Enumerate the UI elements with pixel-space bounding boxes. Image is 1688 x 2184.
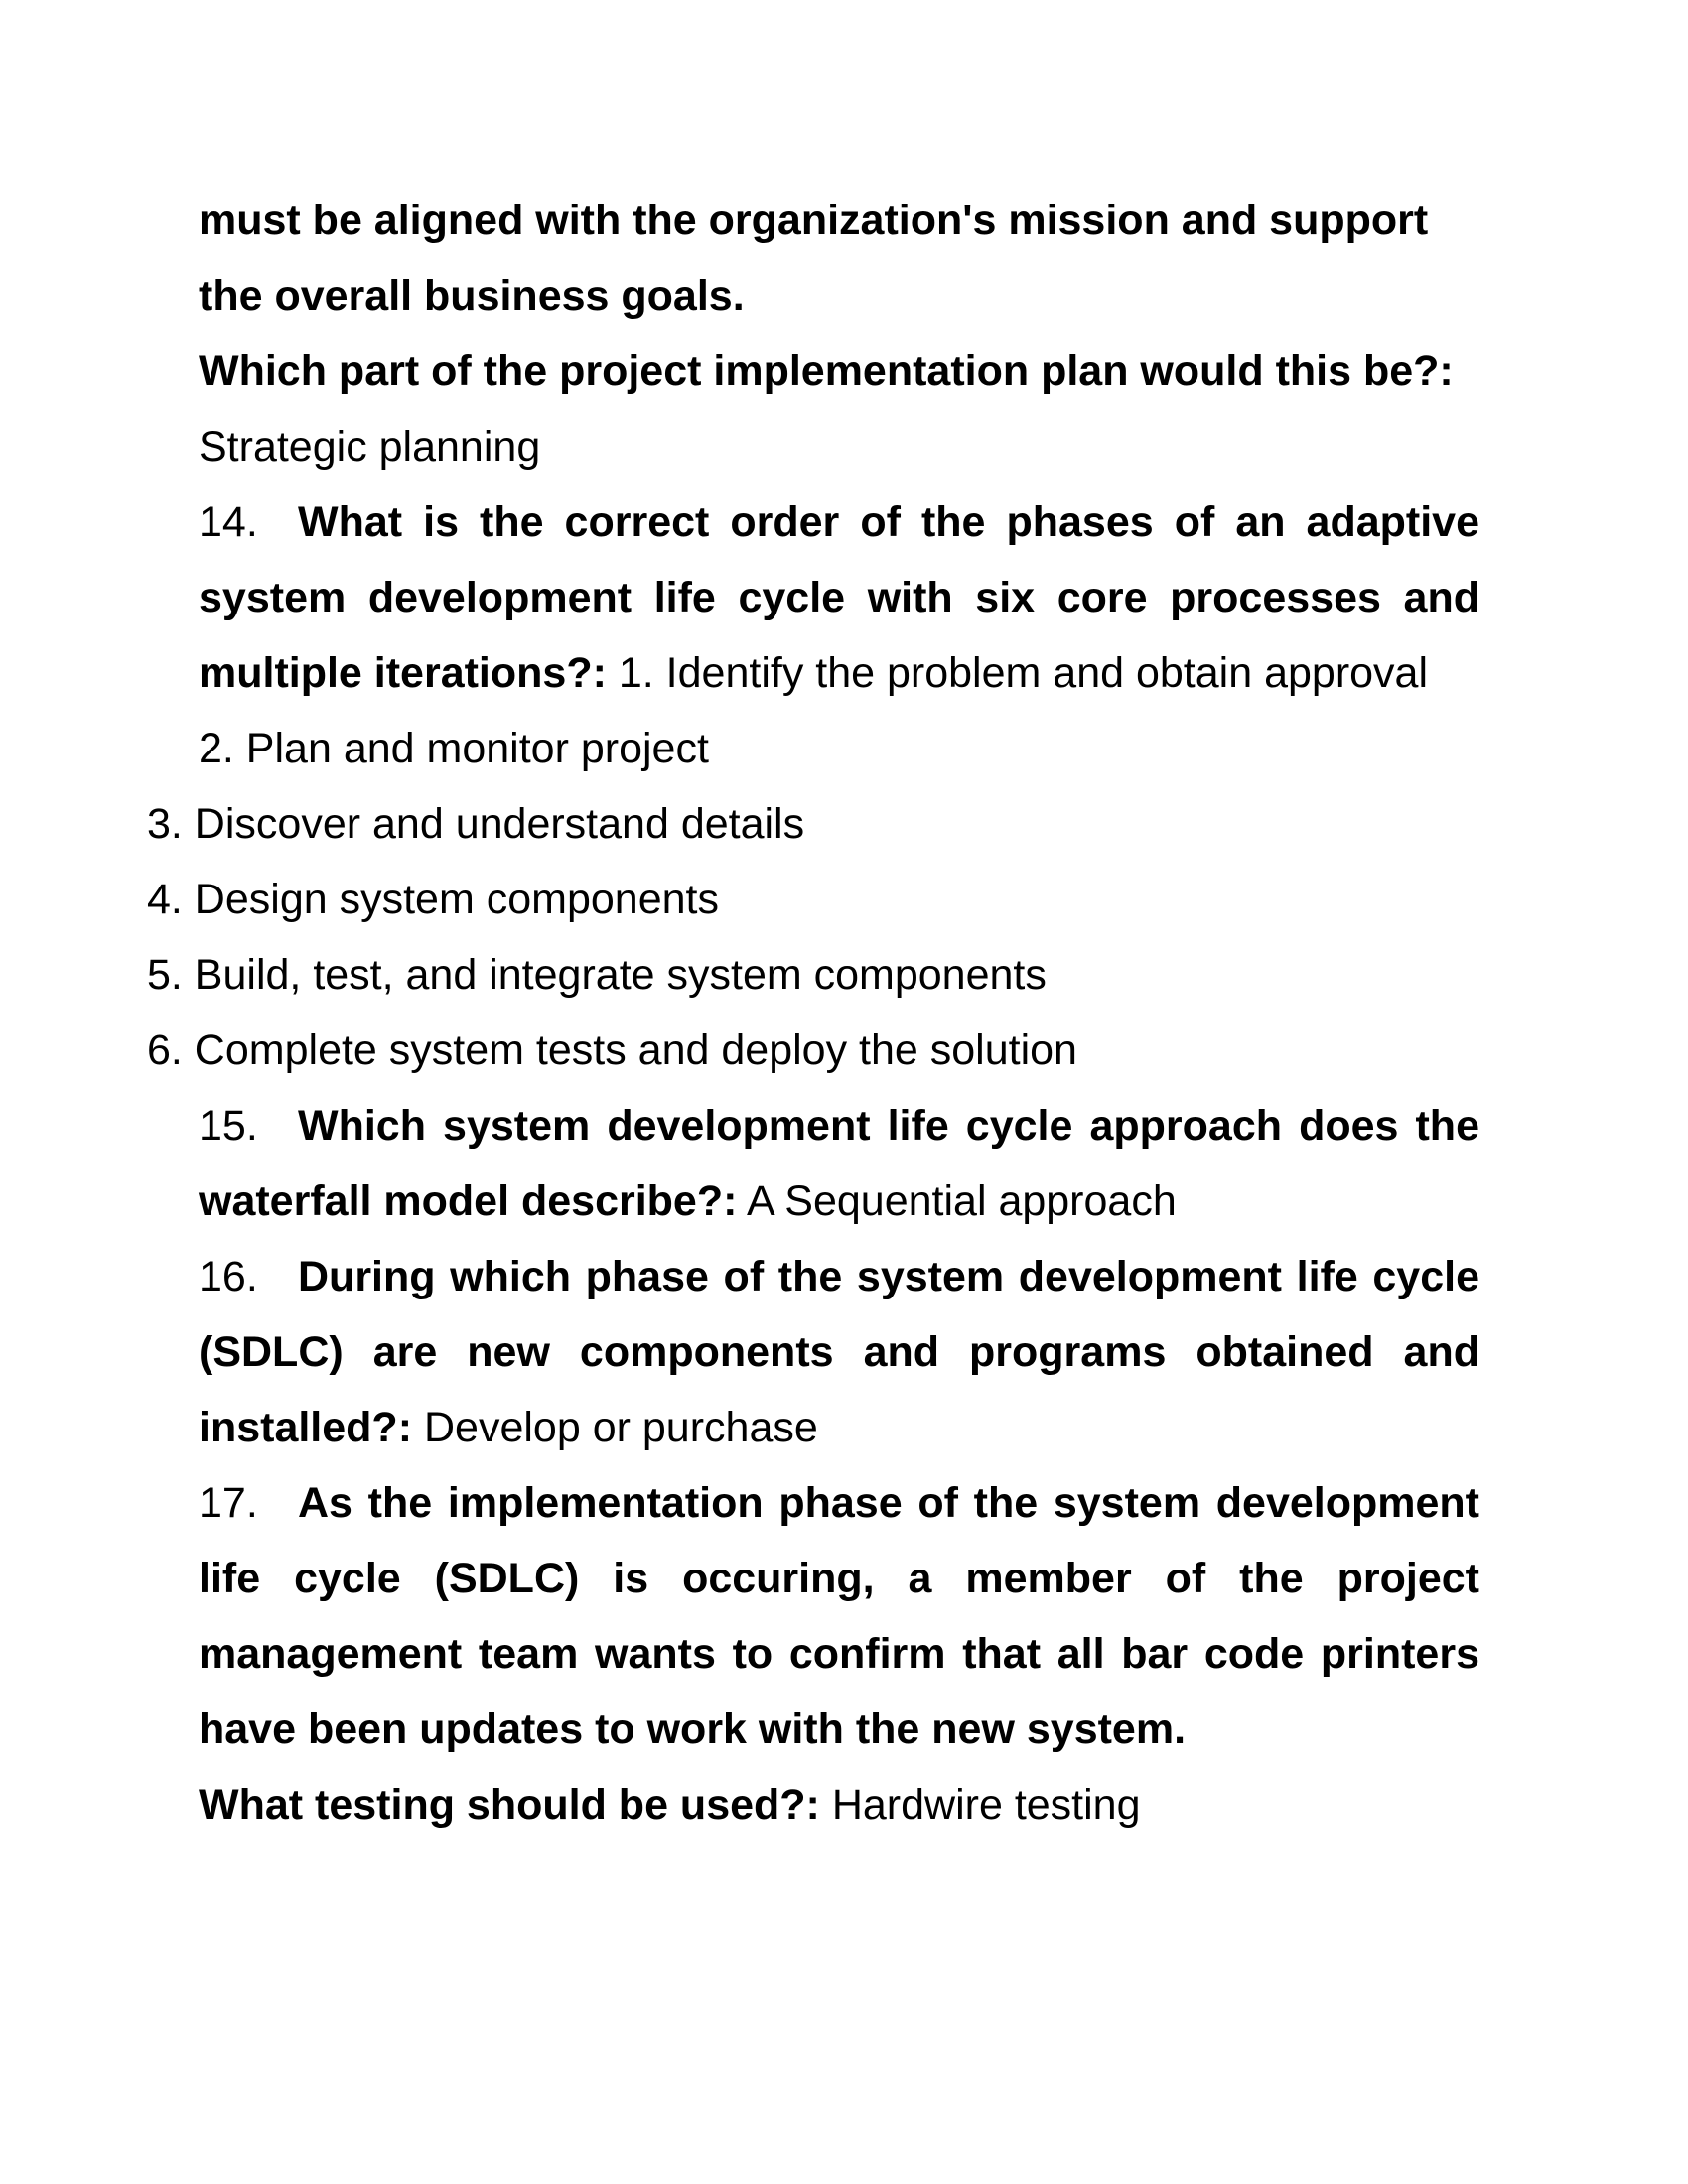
q16-line-3 [199,1400,1479,1455]
continuation-line-1: must be aligned with the organization's mission and support [199,197,1429,244]
q14-line-3 [199,645,1479,701]
q14-line-1 [199,494,1479,550]
q15-line-2 [199,1173,1479,1229]
q17-line-5 [199,1777,1479,1833]
q14-answer-item: 5. Build, test, and integrate system components [147,951,1047,999]
q14-answer-item: 6. Complete system tests and deploy the solution [147,1026,1077,1074]
q15-line-1 [199,1098,1479,1154]
q15-text-1: Which system development life cycle approach does the [298,1102,1479,1150]
q14-answer-1: 1. Identify the problem and obtain approval [618,649,1429,697]
continuation-answer: Strategic planning [199,423,541,471]
q17-question: What testing should be used?: [199,1781,820,1829]
q15-answer: A Sequential approach [747,1177,1177,1225]
q16-text-1: During which phase of the system development life cycle [298,1253,1479,1300]
q16-number: 16. [199,1253,258,1300]
q17-line-1 [199,1475,1479,1531]
q15-number: 15. [199,1102,258,1150]
q16-line-1 [199,1249,1479,1304]
q17-line-4: have been updates to work with the new system. [199,1706,1187,1753]
q17-answer: Hardwire testing [831,1781,1141,1829]
q17-text-1: As the implementation phase of the system development [298,1479,1479,1527]
q16-text-3: installed?: [199,1404,413,1451]
q16-line-2: (SDLC) are new components and programs obtained and [199,1328,1479,1376]
continuation-question: Which part of the project implementation plan would this be?: [199,347,1454,395]
q17-line-3: management team wants to confirm that all bar code printers [199,1630,1479,1678]
continuation-line-2: the overall business goals. [199,272,745,320]
q14-line-2: system development life cycle with six core processes and [199,574,1479,621]
q15-text-2: waterfall model describe?: [199,1177,738,1225]
q14-text-3: multiple iterations?: [199,649,607,697]
q16-answer: Develop or purchase [423,1404,818,1451]
q14-text-1: What is the correct order of the phases of an adaptive [298,498,1479,546]
q17-line-2: life cycle (SDLC) is occuring, a member of the project [199,1555,1479,1602]
q14-answer-item: 3. Discover and understand details [147,800,805,848]
q17-number: 17. [199,1479,258,1527]
q14-answer-item: 2. Plan and monitor project [199,725,709,772]
q14-number: 14. [199,498,258,546]
q14-answer-item: 4. Design system components [147,876,719,923]
